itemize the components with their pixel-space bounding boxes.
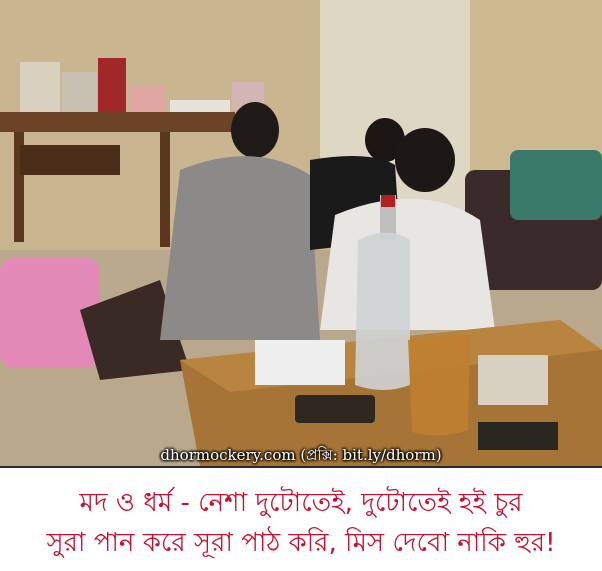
- caption-box: [0, 466, 602, 571]
- bottle-cap: [381, 195, 395, 207]
- box: [130, 85, 165, 112]
- plate: [478, 355, 548, 405]
- decor-item: [98, 58, 126, 112]
- jar: [20, 62, 60, 112]
- person-body: [160, 156, 320, 340]
- back-table-top: [0, 112, 235, 132]
- back-table-leg: [160, 132, 170, 247]
- cloth: [170, 100, 230, 112]
- watermark: dhormockery.com (প্রক্সি: bit.ly/dhorm): [160, 446, 442, 464]
- caption-line-2: সুরা পান করে সূরা পাঠ করি, মিস দেবো নাকি হুর!: [46, 528, 556, 558]
- caption-line-1: মদ ও ধর্ম - নেশা দুটোতেই, দুটোতেই হই চুর: [79, 488, 523, 518]
- person-head: [231, 102, 279, 158]
- wallet: [295, 395, 375, 423]
- jar: [62, 72, 97, 112]
- bottle: [355, 233, 410, 391]
- plate: [255, 340, 345, 385]
- person-head: [395, 128, 455, 192]
- chair: [20, 145, 120, 175]
- cushion: [510, 150, 602, 220]
- glass: [408, 335, 470, 436]
